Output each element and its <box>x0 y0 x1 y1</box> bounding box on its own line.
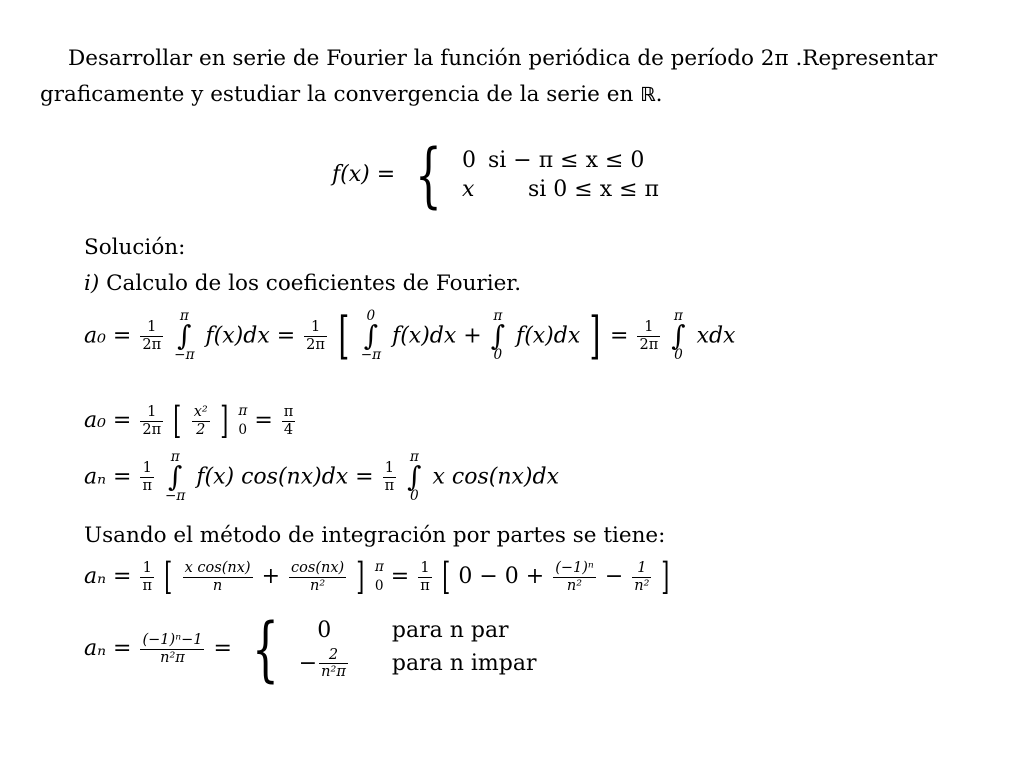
an-result-frac-den: n²π <box>160 649 185 666</box>
an-result-case-2-condition: para n impar <box>391 651 537 677</box>
a0-int-1-upper: π <box>179 308 189 324</box>
an-integral-2 <box>407 451 421 504</box>
an-frac-2-den: π <box>384 477 395 494</box>
step-label: Calculo de los coeficientes de Fourier. <box>106 271 522 296</box>
function-definition <box>332 134 671 216</box>
an-parts-term-2-den: n² <box>310 577 326 594</box>
problem-line-2-text: graficamente y estudiar la convergencia de la serie en <box>40 82 634 107</box>
a0-eval-lhs: a₀ = <box>84 408 132 434</box>
an-result-case-2-value <box>299 646 362 682</box>
an-result-case-2 <box>299 646 549 682</box>
an-result-case-1-condition: para n par <box>391 618 509 644</box>
an-parts-inner-a: 0 − 0 + <box>458 564 545 590</box>
an-parts-eval-lower: 0 <box>374 578 384 595</box>
an-int-1-lower: −π <box>165 488 186 505</box>
a0-integrand-1: f(x)dx = <box>205 323 296 349</box>
an-frac-1-den: π <box>142 477 153 494</box>
an-parts-limits <box>375 558 384 596</box>
a0-int-1-lower: −π <box>174 347 195 364</box>
an-parts-frac-2 <box>418 560 432 594</box>
function-case-1 <box>462 146 671 176</box>
a0-eval-frac-num: 1 <box>140 404 163 422</box>
a0-eval-inner-frac <box>192 404 210 438</box>
an-parts-term-1-num: x cos(nx) <box>184 559 251 576</box>
an-result-case-1 <box>299 616 549 646</box>
an-result-case-2-den: n²π <box>321 664 346 681</box>
left-bracket-icon: [ <box>442 554 451 599</box>
an-frac-1 <box>140 460 154 494</box>
parts-text <box>84 525 665 547</box>
a0-eval-result-num: π <box>283 403 294 420</box>
an-integrand-1: f(x) cos(nx)dx = <box>196 464 374 490</box>
integral-sign-icon: ∫ <box>490 319 506 352</box>
function-cases <box>462 146 671 205</box>
a0-frac-1-den: 2π <box>142 336 162 353</box>
an-parts-term-3-num: (−1)ⁿ <box>555 559 594 576</box>
an-result-frac <box>140 632 204 666</box>
a0-int-2-lower: −π <box>360 347 382 364</box>
an-result-lhs: aₙ = <box>84 636 132 662</box>
an-parts-frac-2-num: 1 <box>418 560 432 578</box>
case-2-condition: si 0 ≤ x ≤ π <box>527 177 659 203</box>
an-result-equals: = <box>213 636 232 662</box>
an-frac-2-num: 1 <box>383 460 397 478</box>
parts-text-content: Usando el método de integración por partes se tiene: <box>84 523 666 548</box>
equation-a0-eval <box>84 398 297 443</box>
equation-an <box>84 451 559 504</box>
problem-line-2-end: . <box>655 82 663 107</box>
an-parts-term-4-num: 1 <box>632 560 651 578</box>
a0-eval-frac <box>140 404 163 438</box>
equation-an-result <box>84 608 548 690</box>
function-lhs: f(x) = <box>332 162 396 188</box>
left-bracket-icon: [ <box>173 398 182 443</box>
a0-frac-3 <box>637 319 660 353</box>
an-parts-term-3 <box>553 560 596 594</box>
a0-eval-inner-num: x² <box>193 403 208 420</box>
an-int-2-upper: π <box>409 449 419 465</box>
an-parts-term-4 <box>632 560 651 594</box>
an-lhs: aₙ = <box>84 464 132 490</box>
an-parts-term-1-den: n <box>212 577 223 594</box>
a0-integrand-2: f(x)dx + <box>392 323 482 349</box>
an-int-1-upper: π <box>170 449 180 465</box>
a0-eval-limits <box>238 402 247 440</box>
a0-frac-3-den: 2π <box>639 336 659 353</box>
a0-eval-lower: 0 <box>238 422 248 439</box>
a0-frac-1-num: 1 <box>140 319 163 337</box>
a0-eval-equals: = <box>254 408 273 434</box>
a0-integral-3 <box>491 310 505 363</box>
left-bracket-icon: [ <box>164 554 173 599</box>
an-parts-eval-upper: π <box>374 559 384 575</box>
integral-sign-icon: ∫ <box>671 319 686 352</box>
integral-sign-icon: ∫ <box>363 319 379 352</box>
an-parts-term-2 <box>289 560 346 594</box>
a0-integral-4 <box>671 310 685 363</box>
right-bracket-icon: ] <box>220 398 229 443</box>
an-int-2-lower: 0 <box>410 488 419 505</box>
left-brace-icon: { <box>251 608 279 690</box>
an-frac-2 <box>383 460 397 494</box>
a0-frac-3-num: 1 <box>637 319 660 337</box>
case-1-value: 0 <box>461 147 476 173</box>
a0-int-4-lower: 0 <box>674 347 683 364</box>
a0-int-3-upper: π <box>493 308 503 324</box>
a0-equals: = <box>610 323 629 349</box>
an-parts-term-1 <box>183 560 253 594</box>
function-case-2 <box>462 175 671 205</box>
an-integral-1 <box>165 451 185 504</box>
problem-line-1 <box>68 48 937 70</box>
a0-int-3-lower: 0 <box>493 347 503 364</box>
an-result-cases <box>299 616 549 682</box>
left-brace-icon: { <box>415 134 442 216</box>
left-bracket-icon: [ <box>338 306 350 366</box>
an-integrand-2: x cos(nx)dx <box>432 464 559 490</box>
step-title <box>84 273 521 295</box>
solution-heading-text: Solución: <box>84 235 186 260</box>
an-parts-frac <box>140 560 154 594</box>
integral-sign-icon: ∫ <box>168 460 183 493</box>
step-marker: i) <box>84 271 100 296</box>
a0-frac-2-den: 2π <box>306 336 325 353</box>
a0-eval-frac-den: 2π <box>142 421 162 438</box>
an-parts-frac-den: π <box>142 577 153 594</box>
an-frac-1-num: 1 <box>140 460 154 478</box>
case-2-value: x <box>461 177 475 203</box>
solution-heading <box>84 237 185 259</box>
a0-integral-1 <box>174 310 194 363</box>
a0-eval-inner-den: 2 <box>196 421 206 438</box>
an-parts-frac-num: 1 <box>140 560 154 578</box>
a0-lhs: a₀ = <box>84 323 132 349</box>
equation-a0 <box>84 306 736 366</box>
a0-frac-2 <box>304 319 327 353</box>
an-parts-plus: + <box>261 564 281 590</box>
equation-an-parts <box>84 554 671 599</box>
a0-int-4-upper: π <box>673 308 683 324</box>
a0-integral-2 <box>361 310 381 363</box>
a0-int-2-upper: 0 <box>366 308 376 324</box>
an-result-frac-num: (−1)ⁿ−1 <box>142 632 203 649</box>
integral-sign-icon: ∫ <box>177 319 192 352</box>
right-bracket-icon: ] <box>661 554 670 599</box>
right-bracket-icon: ] <box>589 306 601 366</box>
real-numbers-symbol: ℝ <box>640 83 656 106</box>
an-parts-minus: − <box>604 564 624 590</box>
a0-integrand-4: xdx <box>696 323 736 349</box>
a0-eval-upper: π <box>238 403 248 419</box>
a0-integrand-3: f(x)dx <box>516 323 581 349</box>
a0-eval-result-den: 4 <box>283 421 294 438</box>
a0-frac-2-num: 1 <box>304 319 327 337</box>
an-result-case-1-value: 0 <box>317 618 332 644</box>
integral-sign-icon: ∫ <box>407 460 422 493</box>
an-parts-frac-2-den: π <box>420 577 430 594</box>
an-parts-term-2-num: cos(nx) <box>291 559 345 576</box>
an-parts-term-4-den: n² <box>634 577 650 594</box>
a0-eval-result <box>282 404 296 438</box>
an-result-case-2-num: 2 <box>319 647 348 665</box>
an-parts-equals: = <box>390 564 410 590</box>
an-parts-term-3-den: n² <box>566 577 583 594</box>
problem-line-2 <box>40 84 663 106</box>
a0-frac-1 <box>140 319 163 353</box>
an-parts-lhs: aₙ = <box>84 564 132 590</box>
an-result-case-2-frac <box>319 647 348 681</box>
an-result-case-2-sign: − <box>298 650 318 676</box>
problem-line-1-text: Desarrollar en serie de Fourier la función periódica de período 2π .Representar <box>68 46 938 71</box>
right-bracket-icon: ] <box>356 554 365 599</box>
case-1-condition: si − π ≤ x ≤ 0 <box>487 147 645 173</box>
